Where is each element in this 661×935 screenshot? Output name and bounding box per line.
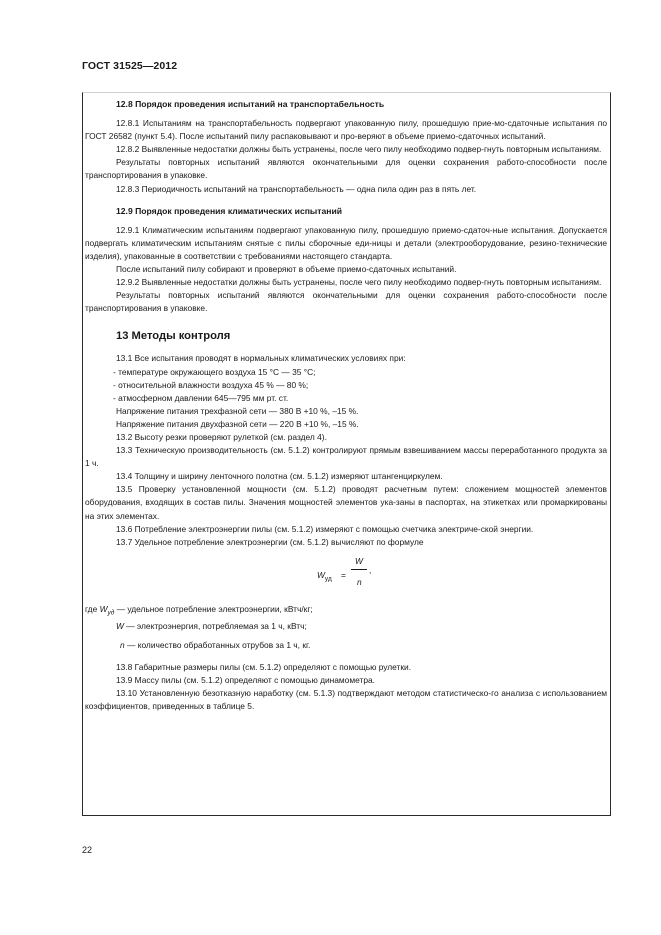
paragraph-12-9-2-results: Результаты повторных испытаний являются окончательными для оценки сохранения работо-способности после транспортирования в упаковке. [85,290,607,314]
paragraph-13-9: 13.9 Массу пилы (см. 5.1.2) определяют с помощью динамометра. [116,674,375,685]
paragraph-13-7: 13.7 Удельное потребление электроэнергии (см. 5.1.2) вычисляют по формуле [116,536,424,547]
paragraph-12-8-2: 12.8.2 Выявленные недостатки должны быть устранены, после чего пилу необходимо подвер-гнуть повторным испытаниям. [116,144,602,155]
list-item-temperature: - температуре окружающего воздуха 15 °С — 35 °С; [113,366,316,377]
paragraph-13-3: 13.3 Техническую производительность (см. 5.1.2) контролируют прямым взвешиванием массы переработанного продукта за 1 ч. [85,445,607,469]
formula-def-w: W — электроэнергия, потребляемая за 1 ч, кВтч; [116,620,307,631]
paragraph-12-8-2-results: Результаты повторных испытаний являются окончательными для оценки сохранения работо-способности после транспортирования в упаковке. [85,157,607,181]
section-12-8-title: 12.8 Порядок проведения испытаний на транспортабельность [116,99,385,109]
paragraph-13-4: 13.4 Толщину и ширину ленточного полотна (см. 5.1.2) измеряют штангенциркулем. [116,471,443,482]
formula-numerator: W [355,555,363,566]
page-content [85,98,607,713]
list-item-humidity: - относительной влажности воздуха 45 % — 80 %; [113,379,309,390]
voltage-three-phase: Напряжение питания трехфазной сети — 380 В +10 %, –15 %. [116,405,359,416]
section-12-9-title: 12.9 Порядок проведения климатических испытаний [116,205,343,216]
paragraph-12-9-2: 12.9.2 Выявленные недостатки должны быть устранены, после чего пилу необходимо подвер-гнуть повторным испытаниям. [116,277,602,288]
paragraph-12-8-3: 12.8.3 Периодичность испытаний на транспортабельность — одна пила один раз в пять лет. [116,183,477,194]
formula-denominator: n [357,576,362,587]
voltage-two-phase: Напряжение питания двухфазной сети — 220 В +10 %, –15 %. [116,418,359,429]
paragraph-13-5: 13.5 Проверку установленной мощности (см. 5.1.2) проводят расчетным путем: сложением мощностей элементов оборудования, входящих в состав пилы. Значения мощностей элементов ука-заны в паспортах, на этикетках или промаркированы на этих элементах. [85,484,607,521]
formula-fraction-bar [351,569,367,570]
section-13-title: 13 Методы контроля [116,330,231,343]
paragraph-13-8: 13.8 Габаритные размеры пилы (см. 5.1.2) определяют с помощью рулетки. [116,661,412,672]
paragraph-12-9-1: 12.9.1 Климатическим испытаниям подвергают упакованную пилу, прошедшую приемо-сдаточ-ные испытания. Допускается подвергать климатическим испытаниям снятые с пилы сборочные еди-ницы и детали (электрооборудование, резино-технические изделия), упакованные в соответствии с требованиями настоящего стандарта. [85,224,607,261]
formula-specific-consumption [85,555,607,595]
formula-lhs: $W_{уд}$ [317,569,332,583]
formula-equals: = [341,569,346,580]
paragraph-12-9-1-check: После испытаний пилу собирают и проверяют в объеме приемо-сдаточных испытаний. [116,264,457,275]
list-item-pressure: - атмосферном давлении 645—795 мм рт. ст. [113,392,289,403]
formula-end: , [369,564,372,575]
page-number: 22 [82,845,93,855]
paragraph-13-1: 13.1 Все испытания проводят в нормальных климатических условиях при: [116,353,406,364]
paragraph-12-8-1: 12.8.1 Испытаниям на транспортабельность подвергают упакованную пилу, прошедшую прие-мо-сдаточные испытания по ГОСТ 26582 (пункт 5.4). После испытаний пилу распаковывают и про-веряют в объеме приемо-сдаточных испытаний. [85,118,607,142]
document-header: ГОСТ 31525—2012 [82,60,178,72]
paragraph-13-2: 13.2 Высоту резки проверяют рулеткой (см. раздел 4). [116,431,327,442]
formula-def-n: n — количество обработанных отрубов за 1 ч, кг. [120,639,311,650]
paragraph-13-10: 13.10 Установленную безотказную наработку (см. 5.1.3) подтверждают методом статистическо-го анализа с использованием коэффициентов, приведенных в таблице 5. [85,687,607,712]
formula-where-line: где $W_{уд}$ — удельное потребление электроэнергии, кВтч/кг; [85,603,313,617]
paragraph-13-6: 13.6 Потребление электроэнергии пилы (см. 5.1.2) измеряют с помощью счетчика электриче-ской энергии. [116,523,534,534]
